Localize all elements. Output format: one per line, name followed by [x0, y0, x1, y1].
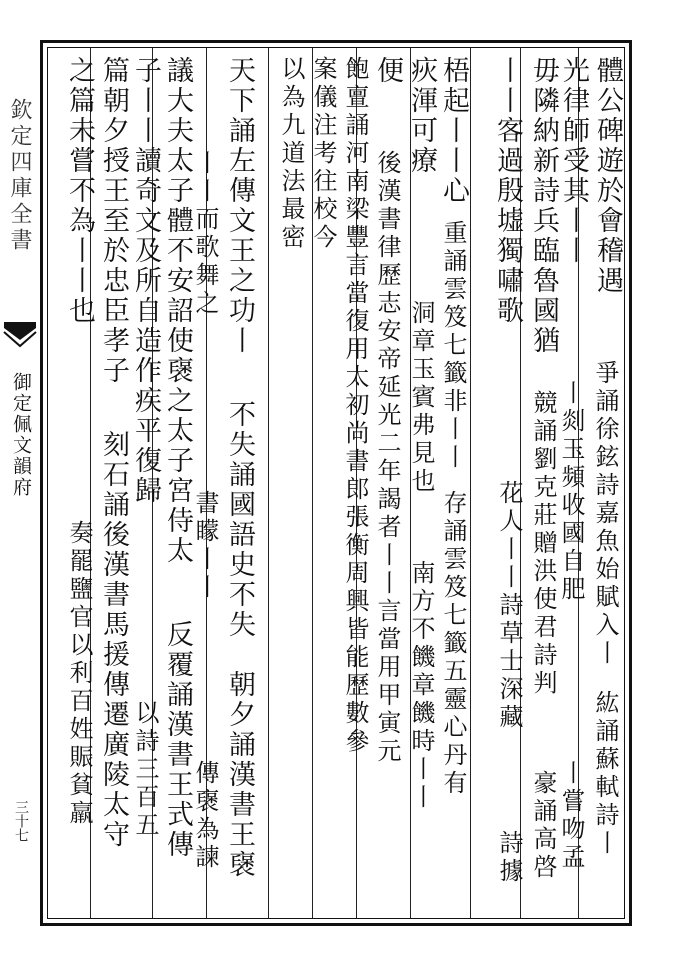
text-column: 案儀注考往校今	[309, 56, 337, 252]
column-divider	[268, 48, 269, 918]
text-column: 天下誦左傳文王之功丨	[224, 56, 255, 356]
text-column: 朝夕誦漢書王襃	[224, 670, 255, 880]
text-column: 書矇丨丨	[191, 490, 219, 602]
banxin-strip	[0, 40, 40, 926]
text-column: 重誦雲笈七籤非丨丨	[439, 220, 467, 472]
text-column: 疢渾可療	[406, 56, 437, 176]
text-column: 體公碑遊於會稽遇	[592, 56, 623, 296]
text-column: 紘誦蘇軾詩丨	[591, 690, 619, 858]
text-column: 之篇未嘗不為丨丨也	[64, 56, 95, 326]
column-divider	[470, 48, 471, 918]
text-column: 反覆誦漢書王式傳	[162, 620, 193, 860]
text-column: 丨丨而歌舞之	[191, 150, 219, 318]
banxin-top-label: 欽定四庫全書	[7, 98, 32, 254]
text-column: 存誦雲笈七籤五靈心丹有	[439, 490, 467, 798]
text-column: 丨嘗吻孟	[557, 760, 585, 872]
text-column: 丨剡玉頻收國自肥	[557, 380, 585, 604]
text-column: 毋隣納新詩兵臨魯國猶	[528, 56, 559, 356]
fish-tail-mark-icon	[2, 318, 38, 354]
text-column: 篇朝夕授王至於忠臣孝子	[98, 56, 129, 386]
banxin-page-number: 三十七	[13, 800, 29, 842]
text-column: 競誦劉克莊贈洪使君詩判	[529, 390, 557, 698]
text-column: 傳襃為諫	[191, 760, 219, 872]
text-column: 南方不饑章饑時丨丨	[407, 560, 435, 812]
text-column: 豪誦高啓	[529, 770, 557, 882]
text-column: 子丨丨讀奇文及所自造作疾平復歸	[130, 56, 161, 506]
text-column: 以為九道法最密	[277, 56, 305, 252]
text-column: 奏罷鹽官以利百姓賑貧羸	[65, 520, 93, 828]
text-column: 詩據	[495, 830, 523, 886]
text-column: 光律師受其丨丨	[558, 56, 589, 266]
text-column: 飽亶誦河南梁豐言當復用太初尚書郎張衡周興皆能歷數參	[341, 56, 369, 756]
text-column: 爭誦徐鉉詩嘉魚始賦入丨	[591, 360, 619, 668]
text-column: 以詩三百五	[131, 700, 159, 840]
text-column: 梧起丨丨心	[438, 56, 469, 206]
text-column: 丨丨客過殷墟獨嘯歌	[492, 56, 523, 326]
text-column: 便	[372, 56, 403, 86]
text-column: 不失誦國語史不失	[224, 400, 255, 640]
text-column: 議大夫太子體不安詔使襃之太子宮侍太	[162, 56, 193, 566]
text-column: 後漢書律歷志安帝延光二年謁者丨丨言當用甲寅元	[373, 150, 401, 766]
text-column: 刻石誦後漢書馬援傳遷廣陵太守	[98, 430, 129, 850]
text-column: 洞章玉賓弗見也	[407, 300, 435, 496]
text-column: 花人丨丨詩草士深藏	[495, 480, 523, 732]
banxin-book-title: 御定佩文韻府	[10, 372, 32, 498]
